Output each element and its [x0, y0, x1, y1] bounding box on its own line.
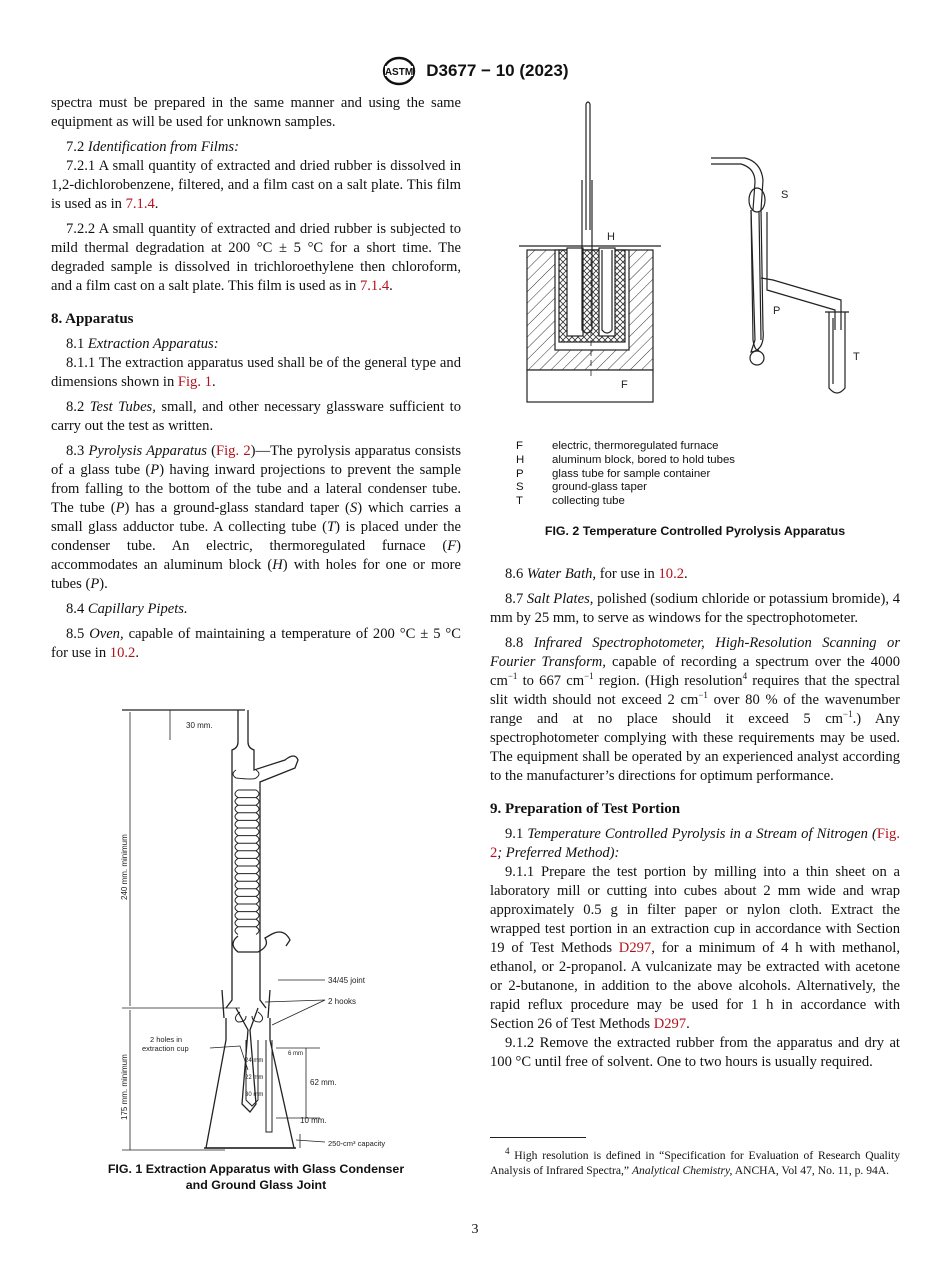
legend-row: F electric, thermoregulated furnace — [516, 440, 719, 452]
figure-2-caption: FIG. 2 Temperature Controlled Pyrolysis Apparatus — [544, 524, 846, 538]
paragraph-8-1: 8.1 Extraction Apparatus: — [66, 336, 219, 352]
coil-loop — [235, 889, 259, 897]
coil-loop — [235, 828, 259, 836]
legend-row: S ground-glass taper — [516, 481, 647, 494]
link-7-1-4[interactable]: 7.1.4 — [125, 196, 155, 212]
link-fig-2[interactable]: Fig. 2 — [216, 443, 251, 459]
coil-loop — [235, 881, 259, 889]
dim-label-24mm: 24 mm — [245, 1058, 264, 1064]
right-column — [490, 565, 900, 1078]
svg-text:ASTM: ASTM — [384, 67, 413, 78]
coil-loop — [235, 904, 259, 912]
coil-loop — [235, 790, 259, 798]
dim-label-240mm: 240 mm. minimum — [120, 834, 129, 900]
section-heading-9: 9. Preparation of Test Portion — [490, 801, 681, 817]
coil-loop — [235, 836, 259, 844]
astm-logo-icon — [382, 56, 416, 86]
label-capacity: 250-cm³ capacity — [328, 1139, 386, 1148]
paragraph-8-5: 8.5 Oven, capable of maintaining a temperature of 200 °C ± 5 °C for use in 10.2. — [51, 626, 462, 661]
figure-2-legend — [516, 440, 735, 509]
paragraph-8-7: 8.7 Salt Plates, polished (sodium chloride or potassium bromide), 4 mm by 25 mm, to serve as windows for the spectrophotometer. — [490, 591, 900, 626]
left-column — [51, 94, 461, 669]
paragraph-7-2-1: 7.2.1 A small quantity of extracted and dried rubber is dissolved in 1,2-dichlorobenzene, filtered, and a film cast on a salt plate. This film is used as in 7.1.4. — [51, 158, 461, 212]
figure-2-pyrolysis-apparatus — [515, 100, 875, 410]
footnote: $^4$ High resolution is defined in “Specification for Evaluation of Research Quality Analysis of Infrared Spectra,” Analytical Chemistry, ANCHA, Vol 47, No. 11, p. 94A. — [490, 1146, 900, 1177]
coil-loop — [235, 820, 259, 828]
label-F: F — [621, 379, 628, 391]
page-number: 3 — [471, 1222, 479, 1237]
dim-label-10mm: 10 mm. — [300, 1116, 327, 1125]
link-10-2[interactable]: 10.2 — [658, 566, 685, 582]
paragraph-8-4: 8.4 Capillary Pipets. — [66, 601, 188, 617]
coil-loop — [235, 851, 259, 859]
footnote-rule — [490, 1137, 586, 1138]
label-joint: 34/45 joint — [328, 976, 365, 985]
dim-label-62mm: 62 mm. — [310, 1078, 337, 1087]
designation: D3677 − 10 (2023) — [426, 61, 569, 80]
dim-label-6mm: 6 mm — [288, 1051, 303, 1057]
coil-loop — [235, 927, 259, 935]
paragraph-8-6: 8.6 Water Bath, for use in 10.2. — [505, 566, 688, 582]
figure-1-extraction-apparatus — [100, 700, 430, 1160]
link-7-1-4[interactable]: 7.1.4 — [359, 278, 390, 294]
coil-loop — [235, 843, 259, 851]
paragraph-8-1-1: 8.1.1 The extraction apparatus used shall be of the general type and dimensions shown in Fig. 1. — [51, 355, 461, 390]
paragraph-9-1: 9.1 Temperature Controlled Pyrolysis in a Stream of Nitrogen (Fig. 2; Preferred Method): — [490, 826, 900, 861]
paragraph-7-2-2: 7.2.2 A small quantity of extracted and dried rubber is subjected to mild thermal degradation at 200 °C ± 5 °C for a short time. The degraded sample is dissolved in trichloroethylene then chloroform, and a film cast on a salt plate. This film is used as in 7.1.4. — [51, 221, 461, 294]
paragraph-9-1-1: 9.1.1 Prepare the test portion by milling into a thin sheet on a laboratory mill or cutting into cubes about 2 mm wide and wrap approximately 0.5 g in filter paper or nylon cloth. Extract the wrapped test portion in an extraction cup in accordance with Section 19 of Test Methods D297, for a minimum of 4 h with methanol, ethanol, or 2-propanol. A vulcanizate may be extracted with acetone or 2-butanone, in addition to the above alcohols. Alternatively, the rapid reflux procedure may be used for 1 h in accordance with Section 26 of Test Methods D297. — [490, 864, 900, 1032]
label-S: S — [781, 189, 789, 201]
paragraph-7-2: 7.2 Identification from Films: — [66, 139, 239, 155]
label-T: T — [853, 351, 860, 363]
coil-loop — [235, 874, 259, 882]
coil-loop — [235, 919, 259, 927]
label-H: H — [607, 231, 615, 243]
dim-label-22mm: 22 mm — [245, 1075, 264, 1081]
paragraph-9-1-2: 9.1.2 Remove the extracted rubber from the apparatus and dry at 100 °C until free of solvent. One to two hours is usually required. — [490, 1035, 900, 1070]
section-heading-8: 8. Apparatus — [51, 311, 134, 327]
link-10-2[interactable]: 10.2 — [109, 645, 136, 661]
coil-loop — [235, 798, 259, 806]
label-P: P — [773, 305, 781, 317]
label-hooks: 2 hooks — [328, 997, 357, 1006]
condenser-coil — [235, 790, 259, 934]
legend-row: T collecting tube — [516, 495, 625, 508]
paragraph: spectra must be prepared in the same manner and using the same equipment as will be used for unknown samples. — [51, 95, 461, 130]
dim-label-30mm-b: 30 mm — [245, 1092, 264, 1098]
page-header — [0, 56, 950, 86]
paragraph-8-8: 8.8 Infrared Spectrophotometer, High-Resolution Scanning or Fourier Transform, capable of recording a spectrum over the 4000 $cm^{-1}$ to 667 $cm^{-1}$ region. (High resolution$^4$ requires that the spectral slit width should not exceed 2 $cm^{-1}$ over 80 % of the wavenumber range and at no place should it exceed 5 $cm^{-1}$.) Any spectrophotometer complying with these requirements may be used. The equipment shall be operated by an experienced analyst according to the manufacturer’s directions for optimum performance. — [490, 635, 900, 784]
coil-loop — [235, 896, 259, 904]
link-d297[interactable]: D297 — [653, 1016, 687, 1032]
figure-1-caption: FIG. 1 Extraction Apparatus with Glass Condenser and Ground Glass Joint — [107, 1162, 405, 1192]
label-holes: 2 holes in extraction cup — [142, 1035, 189, 1053]
paragraph-8-2: 8.2 Test Tubes, small, and other necessary glassware sufficient to carry out the test as written. — [51, 399, 461, 434]
link-d297[interactable]: D297 — [618, 940, 652, 956]
dim-label-175mm: 175 mm. minimum — [120, 1054, 129, 1120]
legend-row: P glass tube for sample container — [516, 467, 711, 480]
coil-loop — [235, 866, 259, 874]
coil-loop — [235, 813, 259, 821]
coil-loop — [235, 858, 259, 866]
link-fig-1[interactable]: Fig. 1 — [177, 374, 212, 390]
coil-loop — [235, 805, 259, 813]
paragraph-8-3: 8.3 Pyrolysis Apparatus (Fig. 2)—The pyrolysis apparatus consists of a glass tube (P) having inward projections to prevent the sample from falling to the bottom of the tube and a lateral condenser tube. The tube (P) has a ground-glass standard taper (S) which carries a small glass adductor tube. A collecting tube (T) is placed under the condenser tube. An electric, thermoregulated furnace (F) accommodates an aluminum block (H) with holes for one or more tubes (P). — [51, 443, 462, 592]
link-fig-2[interactable]: Fig. 2 — [490, 826, 900, 861]
legend-row: H aluminum block, bored to hold tubes — [516, 453, 735, 466]
dim-label-30mm: 30 mm. — [186, 721, 213, 730]
coil-loop — [235, 912, 259, 920]
